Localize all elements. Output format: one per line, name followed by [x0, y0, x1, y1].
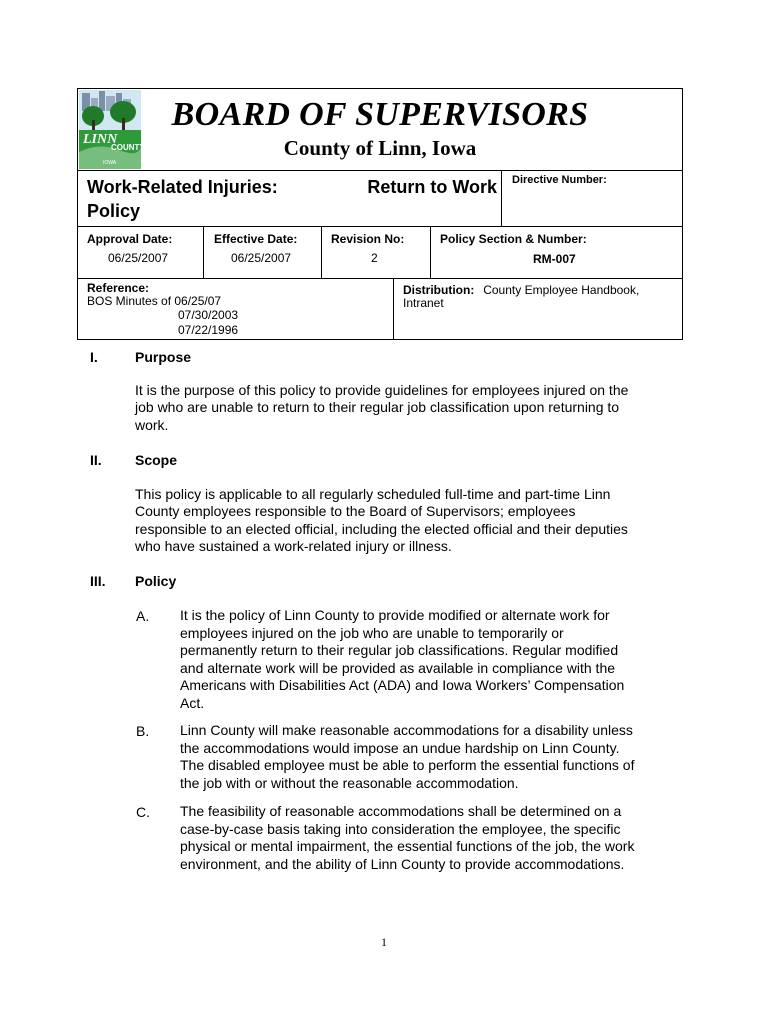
effective-date-value: 06/25/2007: [231, 251, 292, 265]
logo-text-state: IOWA: [103, 160, 117, 166]
section-numeral: I.: [90, 349, 98, 365]
section-numeral: III.: [90, 573, 106, 589]
approval-cell: [78, 227, 203, 278]
directive-cell: [501, 171, 684, 226]
distribution-value: County Employee Handbook,: [483, 283, 640, 297]
text-line: and alternate work will be provided as available in compliance with the: [180, 659, 616, 676]
text-line: The feasibility of reasonable accommodations shall be determined on a: [180, 803, 622, 819]
text-line: The disabled employee must be able to perform the essential functions of: [180, 757, 635, 774]
distribution-line-2: Intranet: [403, 296, 444, 310]
policy-section-cell: [430, 227, 684, 278]
reference-line-2: 07/30/2003: [178, 308, 239, 322]
county-subtitle: County of Linn, Iowa: [283, 136, 477, 160]
section-heading-policy: Policy: [135, 573, 177, 589]
text-line: Linn County will make reasonable accommodations for a disability unless: [180, 722, 633, 738]
section-numeral: II.: [90, 452, 102, 468]
logo-text-county: COUNTY: [111, 143, 145, 152]
revision-cell: [321, 227, 430, 278]
text-line: It is the policy of Linn County to provide modified or alternate work for: [180, 607, 610, 623]
policy-item-c: [180, 803, 676, 873]
text-line: Americans with Disabilities Act (ADA) and Iowa Workers’ Compensation: [180, 677, 625, 694]
policy-section-label: Policy Section & Number:: [440, 232, 587, 246]
approval-date-value: 06/25/2007: [108, 251, 169, 265]
reference-label: Reference:: [87, 281, 150, 295]
scope-paragraph: [135, 486, 675, 556]
title-row: [78, 89, 682, 171]
policy-title-cell: [78, 171, 501, 226]
policy-section-value: RM-007: [533, 252, 576, 266]
reference-line-1: BOS Minutes of 06/25/07: [87, 294, 222, 308]
policy-header-table: [77, 88, 683, 340]
effective-cell: [203, 227, 321, 278]
policy-item-letter: B.: [136, 723, 150, 739]
reference-line-3: 07/22/1996: [178, 323, 239, 337]
distribution-label: Distribution:: [403, 283, 475, 297]
policy-item-letter: C.: [136, 804, 150, 820]
text-line: the job with or without the reasonable accommodation.: [180, 774, 519, 791]
policy-item-letter: A.: [136, 608, 150, 624]
text-line: who have sustained a work-related injury or illness.: [135, 538, 452, 555]
revision-label: Revision No:: [331, 232, 405, 246]
policy-title: [87, 175, 497, 223]
text-line: work.: [135, 416, 169, 433]
purpose-paragraph: [135, 382, 675, 434]
text-line: permanently return to their regular job classifications. Regular modified: [180, 642, 619, 659]
directive-label: Directive Number:: [512, 174, 607, 186]
text-line: job who are unable to return to their regular job classification upon returning to: [135, 399, 620, 416]
reference-cell: [78, 279, 393, 340]
page-number: 1: [381, 935, 387, 949]
board-title: BOARD OF SUPERVISORS: [171, 96, 589, 133]
policy-title-part2: Return to Work: [367, 177, 497, 197]
text-line: physical or mental impairment, the essential functions of the job, the work: [180, 838, 635, 855]
text-line: case-by-case basis taking into consideration the employee, the specific: [180, 820, 621, 837]
text-line: employees injured on the job who are unable to temporarily or: [180, 624, 564, 641]
policy-item-b: [180, 722, 676, 792]
revision-value: 2: [371, 251, 378, 265]
policy-title-part3: Policy: [87, 201, 141, 221]
text-line: County employees responsible to the Board of Supervisors; employees: [135, 503, 576, 520]
policy-title-part1: Work-Related Injuries:: [87, 177, 278, 197]
logo-text-linn: LINN: [83, 132, 118, 147]
text-line: environment, and the ability of Linn County to provide accommodations.: [180, 855, 625, 872]
reference-row: [78, 279, 682, 340]
text-line: responsible to an elected official, including the elected official and their deputies: [135, 520, 628, 537]
policy-item-a: [180, 607, 676, 713]
policy-title-row: [78, 171, 682, 227]
text-line: This policy is applicable to all regularly scheduled full-time and part-time Linn: [135, 486, 611, 502]
text-line: It is the purpose of this policy to provide guidelines for employees injured on the: [135, 382, 629, 398]
effective-date-label: Effective Date:: [214, 232, 298, 246]
approval-date-label: Approval Date:: [87, 232, 173, 246]
text-line: the accommodations would impose an undue hardship on Linn County.: [180, 739, 620, 756]
dates-row: [78, 227, 682, 279]
text-line: Act.: [180, 694, 205, 711]
section-heading-purpose: Purpose: [135, 349, 192, 365]
section-heading-scope: Scope: [135, 452, 178, 468]
distribution-cell: [393, 279, 684, 340]
